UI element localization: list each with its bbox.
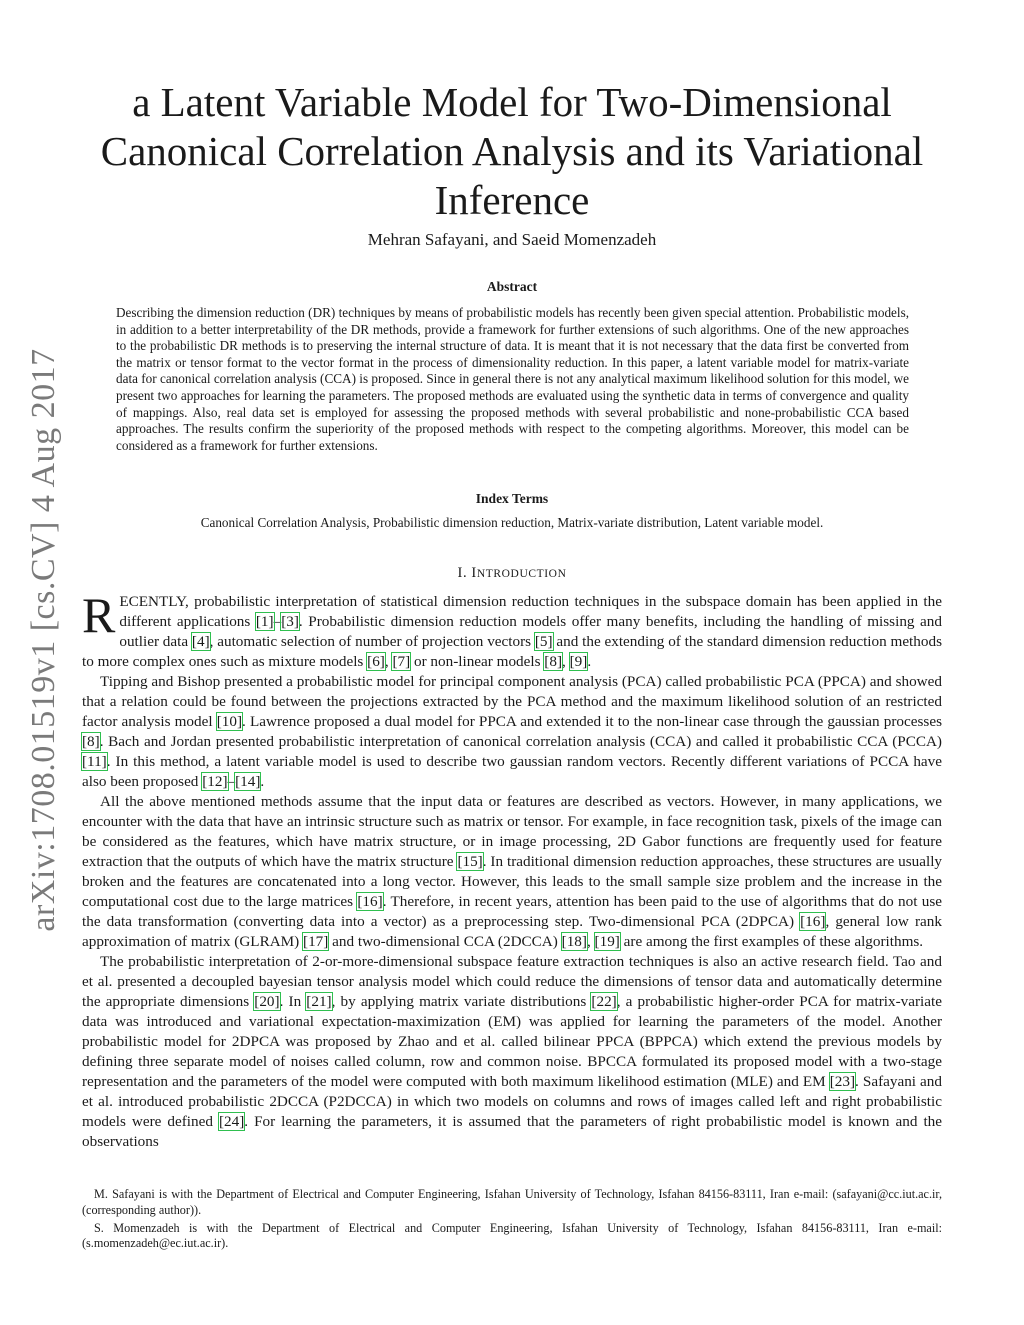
text-run: Tipping and Bishop presented a probabilistic model for principal component analysis (PCA) called probabilistic PCA (PPCA) and showed that a relation could be found between the projections extracted by the PCA method and the maximum likelihood solution of an restricted factor analysis model: [82, 673, 942, 730]
text-run: , general low rank approximation of matrix (GLRAM): [82, 913, 942, 950]
citation-link[interactable]: [16]: [357, 893, 383, 910]
text-run: or non-linear models: [410, 653, 545, 670]
citation-link[interactable]: [9]: [569, 653, 588, 670]
citation-link[interactable]: [19]: [594, 933, 620, 950]
citation-link[interactable]: [17]: [303, 933, 329, 950]
text-run: . Lawrence proposed a dual model for PPCA and extended it to the non-linear case through the gaussian processes: [242, 713, 942, 730]
text-run: . Probabilistic dimension reduction models offer many benefits, including the handling of missing and outlier data: [119, 613, 942, 650]
footnote-1: M. Safayani is with the Department of Electrical and Computer Engineering, Isfahan University of Technology, Isfahan 84156-83111, Iran e-mail: (safayani@cc.iut.ac.ir, (corresponding author)).: [82, 1187, 942, 1217]
text-run: All the above mentioned methods assume that the input data or features are described as vectors. However, in many applications, we encounter with the data that have an intrinsic structure such as matrix or tensor. For example, in face recognition task, pixels of the image can be considered as the features, which have matrix structure, or in image processing, 2D Gabor functions are frequently used for feature extraction that the outputs of which have the matrix structure: [82, 793, 942, 870]
citation-link[interactable]: [16]: [800, 913, 826, 930]
citation-link[interactable]: [1]: [255, 613, 274, 630]
text-run: . In this method, a latent variable model is used to describe two gaussian random vectors. Recently different variations of PCCA have also been proposed: [82, 753, 942, 790]
citation-link[interactable]: [10]: [216, 713, 243, 730]
text-run: . Therefore, in recent years, attention has been paid to the use of algorithms that do not use the data transformation (converting data into a vector) as a preprocessing step. Two-dimensional PCA (2DPCA): [82, 893, 942, 930]
text-run: .: [260, 773, 265, 790]
citation-link[interactable]: [5]: [534, 633, 553, 650]
text-run: ,: [384, 653, 393, 670]
footnote-2: S. Momenzadeh is with the Department of Electrical and Computer Engineering, Isfahan University of Technology, Isfahan 84156-83111, Iran e-mail: (s.momenzadeh@ec.iut.ac.ir).: [82, 1220, 942, 1251]
text-run: and two-dimensional CCA (2DCCA): [328, 933, 562, 950]
index-terms-text: Canonical Correlation Analysis, Probabilistic dimension reduction, Matrix-variate distribution, Latent variable model.: [200, 515, 824, 530]
text-run: .: [587, 653, 592, 670]
citation-link[interactable]: [24]: [218, 1113, 245, 1130]
abstract-text: Describing the dimension reduction (DR) techniques by means of probabilistic models has recently been given special attention. Probabilistic models, in addition to a better interpretability of the DR methods, provide a framework for further extensions of such algorithms. One of the new approaches to the probabilistic DR methods is to preserving the internal structure of data. It is meant that it is not necessary that the data first be converted from the matrix or tensor format to the vector format in the process of dimensionality reduction. In this paper, a latent variable model for matrix-variate data for canonical correlation analysis (CCA) is proposed. Since in general there is not any analytical maximum likelihood solution for this model, we present two approaches for learning the parameters. The proposed methods are evaluated using the synthetic data in terms of convergence and quality of mappings. Also, real data set is employed for assessing the proposed methods with several probabilistic and none-probabilistic CCA based approaches. The results confirm the superiority of the proposed methods with respect to the competing algorithms. Moreover, this model can be considered as a framework for further extensions.: [116, 305, 909, 453]
text-run: . Bach and Jordan presented probabilistic interpretation of canonical correlation analysis (CCA) and called it probabilistic CCA (PCCA): [99, 733, 942, 750]
intro-paragraph-4: [82, 952, 942, 1152]
text-run: , by applying matrix variate distributions: [331, 993, 592, 1010]
citation-link[interactable]: [6]: [367, 653, 385, 670]
section-heading-introduction: [0, 565, 1024, 582]
text-run: and the extending of the standard dimension reduction methods to more complex ones such as mixture models: [82, 633, 942, 670]
text-run: . For learning the parameters, it is assumed that the parameters of right probabilistic model is known and the observations: [82, 1113, 942, 1150]
citation-link[interactable]: [14]: [235, 773, 261, 790]
text-run: . Safayani and et al. introduced probabilistic 2DCCA (P2DCCA) in which two models on columns and rows of images called left and right probabilistic models were defined: [82, 1073, 942, 1130]
paper-title: a Latent Variable Model for Two-Dimensional Canonical Correlation Analysis and its Variational Inference: [100, 79, 924, 223]
citation-link[interactable]: [21]: [306, 993, 332, 1010]
introduction-body: [82, 587, 943, 1152]
arxiv-stamp-text: arXiv:1708.01519v1 [cs.CV] 4 Aug 2017: [25, 348, 62, 932]
citation-link[interactable]: [11]: [82, 753, 107, 770]
section-title-smallcaps: NTRODUCTION: [476, 568, 567, 580]
drop-cap: R: [82, 587, 116, 643]
authors: Mehran Safayani, and Saeid Momenzadeh: [367, 230, 657, 249]
text-run: The probabilistic interpretation of 2-or-more-dimensional subspace feature extraction techniques is also an active research field. Tao and et al. presented a decoupled bayesian tensor analysis model which could reduce the dimensions of tensor data and automatically determine the appropriate dimensions: [82, 953, 942, 1010]
citation-link[interactable]: [12]: [202, 773, 228, 790]
text-run: . In traditional dimension reduction approaches, these structures are usually broken and the features are concatenated into a long vector. However, this leads to the small sample size problem and the increase in the computational cost due to the large matrices: [82, 853, 943, 910]
abstract-heading: Abstract: [486, 279, 538, 294]
citation-link[interactable]: [3]: [281, 613, 299, 630]
citation-link[interactable]: [20]: [254, 993, 280, 1010]
intro-paragraph-1: [82, 587, 942, 672]
citation-link[interactable]: [8]: [82, 733, 100, 750]
text-run: , a probabilistic higher-order PCA for matrix-variate data was introduced and variational expectation-maximization (EM) was applied for learning the parameters of the model. Another probabilistic model for 2DPCA was proposed by Zhao and et al. called bilinear PPCA (BPPCA) which extend the previous models by defining three separate model of noises called column, row and common noise. BPCCA formulated its proposed model with a two-stage representation and the parameters of the model were computed with both maximum likelihood estimation (MLE) and EM: [82, 993, 942, 1090]
text-run: ,: [562, 653, 570, 670]
text-run: ,: [586, 933, 595, 950]
index-terms-heading: Index Terms: [475, 491, 549, 506]
text-run: , automatic selection of number of projection vectors: [209, 633, 535, 650]
text-run: –: [273, 613, 282, 630]
citation-link[interactable]: [18]: [561, 933, 587, 950]
citation-link[interactable]: [15]: [457, 853, 483, 870]
text-run: . In: [279, 993, 307, 1010]
citation-link[interactable]: [7]: [392, 653, 411, 670]
section-numeral: I. I: [457, 565, 477, 581]
intro-paragraph-2: [82, 672, 942, 792]
citation-link[interactable]: [8]: [544, 653, 563, 670]
text-run: –: [227, 773, 236, 790]
intro-paragraph-3: [82, 792, 942, 952]
footnotes: [82, 1187, 942, 1254]
text-run: are among the first examples of these algorithms.: [619, 933, 924, 950]
citation-link[interactable]: [4]: [191, 633, 210, 650]
citation-link[interactable]: [23]: [829, 1073, 856, 1090]
citation-link[interactable]: [22]: [591, 993, 617, 1010]
text-run: ECENTLY, probabilistic interpretation of statistical dimension reduction techniques in the subspace domain has been applied in the different applications: [119, 593, 942, 630]
